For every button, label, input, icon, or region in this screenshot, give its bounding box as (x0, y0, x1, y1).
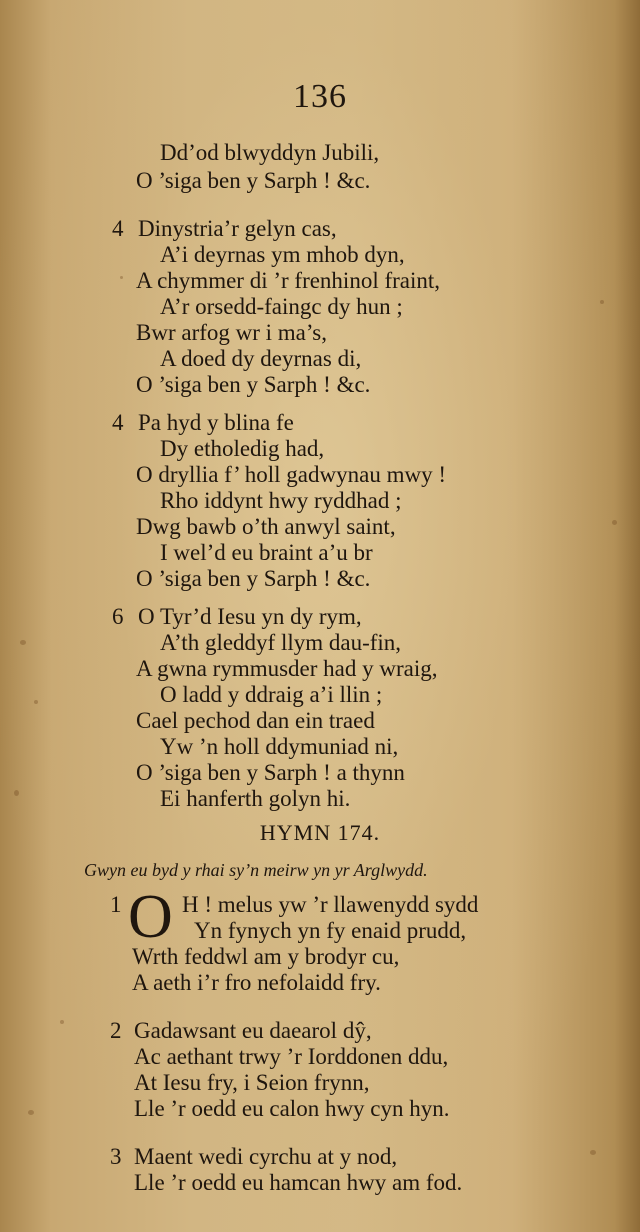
verse-line: Yw ’n holl ddymuniad ni, (160, 734, 399, 759)
hymn-title: HYMN 174. (259, 820, 381, 845)
verse-line: O ladd y ddraig a’i llin ; (160, 682, 383, 707)
verse-line: O ’siga ben y Sarph ! &c. (136, 168, 371, 193)
foxing-spot (14, 790, 19, 796)
verse-line: O dryllia f’ holl gadwynau mwy ! (136, 462, 446, 487)
verse-line: A gwna rymmusder had y wraig, (136, 656, 438, 681)
verse-line: Pa hyd y blina fe (138, 410, 294, 435)
verse-line: Dd’od blwyddyn Jubili, (160, 140, 380, 165)
verse-line: Dinystria’r gelyn cas, (138, 216, 337, 241)
verse-line: O ’siga ben y Sarph ! &c. (136, 566, 371, 591)
verse-line: Lle ’r oedd eu calon hwy cyn hyn. (134, 1096, 450, 1121)
verse-line: A doed dy deyrnas di, (160, 346, 362, 371)
verse-line: Rho iddynt hwy ryddhad ; (160, 488, 402, 513)
stanza-number: 2 (110, 1018, 122, 1043)
verse-line: I wel’d eu braint a’u br (160, 540, 373, 565)
foxing-spot (28, 1110, 34, 1115)
verse-line: Lle ’r oedd eu hamcan hwy am fod. (134, 1170, 463, 1195)
verse-line: A chymmer di ’r frenhinol fraint, (136, 268, 441, 293)
foxing-spot (20, 640, 26, 645)
foxing-spot (34, 700, 38, 704)
foxing-spot (120, 276, 123, 279)
verse-line: At Iesu fry, i Seion frynn, (134, 1070, 370, 1095)
foxing-spot (600, 300, 604, 304)
verse-line: Ac aethant trwy ’r Iorddonen ddu, (134, 1044, 449, 1069)
hymn-subtitle: Gwyn eu byd y rhai sy’n meirw yn yr Arglwydd. (84, 860, 428, 880)
verse-line: A’th gleddyf llym dau-fin, (160, 630, 402, 655)
verse-line: O ’siga ben y Sarph ! a thynn (136, 760, 405, 785)
foxing-spot (590, 1150, 596, 1155)
verse-line: Gadawsant eu daearol dŷ, (134, 1018, 372, 1043)
verse-line: H ! melus yw ’r llawenydd sydd (182, 892, 479, 917)
stanza-number: 4 (112, 216, 124, 241)
verse-line: Yn fynych yn fy enaid prudd, (194, 918, 467, 943)
foxing-spot (60, 1020, 64, 1024)
verse-line: Maent wedi cyrchu at y nod, (134, 1144, 398, 1169)
verse-line: A aeth i’r fro nefolaidd fry. (132, 970, 381, 995)
stanza-number: 4 (112, 410, 124, 435)
stanza-number: 1 (110, 892, 122, 917)
verse-line: Bwr arfog wr i ma’s, (136, 320, 327, 345)
verse-line: Wrth feddwl am y brodyr cu, (132, 944, 400, 969)
verse-line: Dwg bawb o’th anwyl saint, (136, 514, 396, 539)
verse-line: A’r orsedd-faingc dy hun ; (160, 294, 403, 319)
drop-cap: O (128, 883, 173, 951)
verse-line: Ei hanferth golyn hi. (160, 786, 351, 811)
stanza-number: 6 (112, 604, 124, 629)
foxing-spot (612, 520, 617, 525)
verse-line: O Tyr’d Iesu yn dy rym, (138, 604, 362, 629)
page-number: 136 (293, 78, 347, 115)
stanza-number: 3 (110, 1144, 122, 1169)
verse-line: A’i deyrnas ym mhob dyn, (160, 242, 405, 267)
verse-line: Dy etholedig had, (160, 436, 325, 461)
verse-line: O ’siga ben y Sarph ! &c. (136, 372, 371, 397)
verse-line: Cael pechod dan ein traed (136, 708, 375, 733)
